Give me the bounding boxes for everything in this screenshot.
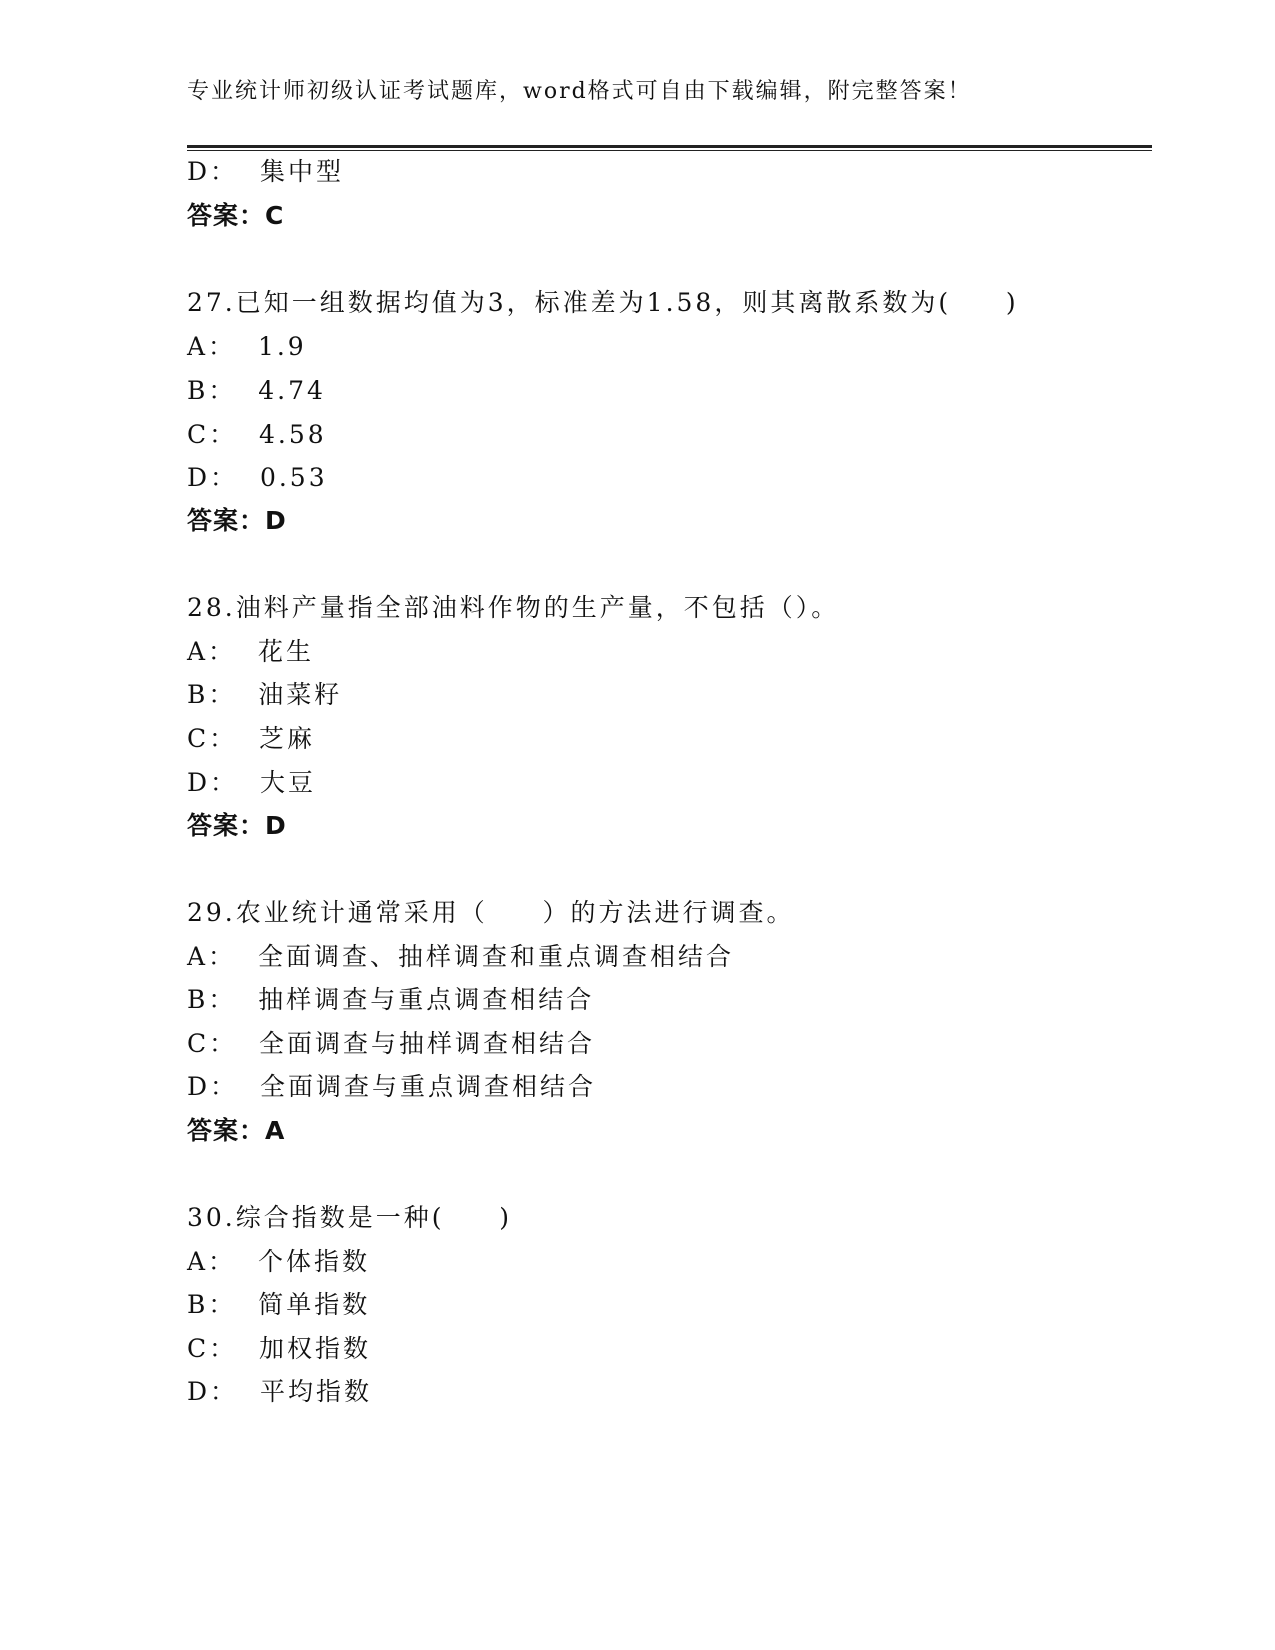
question-30-option-a: A： 个体指数 xyxy=(187,1247,370,1276)
question-30-stem: 30.综合指数是一种( ) xyxy=(187,1203,512,1232)
question-29-option-c: C： 全面调查与抽样调查相结合 xyxy=(187,1029,596,1058)
prev-question-option-d: D： 集中型 xyxy=(187,157,344,186)
question-27-option-b: B： 4.74 xyxy=(187,376,326,405)
question-30-option-c: C： 加权指数 xyxy=(187,1334,372,1363)
question-27-answer: 答案：D xyxy=(187,506,287,535)
question-28-option-a: A： 花生 xyxy=(187,637,314,666)
header-rule-thick xyxy=(187,145,1152,148)
question-30-option-d: D： 平均指数 xyxy=(187,1377,372,1406)
prev-question-answer: 答案：C xyxy=(187,201,285,230)
question-29-option-b: B： 抽样调查与重点调查相结合 xyxy=(187,985,595,1014)
question-28-option-d: D： 大豆 xyxy=(187,768,316,797)
question-27-option-a: A： 1.9 xyxy=(187,332,307,361)
question-27-stem: 27.已知一组数据均值为3，标准差为1.58，则其离散系数为( ) xyxy=(187,288,1019,317)
question-29-stem: 29.农业统计通常采用（ ）的方法进行调查。 xyxy=(187,898,795,927)
question-29-option-a: A： 全面调查、抽样调查和重点调查相结合 xyxy=(187,942,734,971)
question-29-option-d: D： 全面调查与重点调查相结合 xyxy=(187,1072,596,1101)
question-28-stem: 28.油料产量指全部油料作物的生产量，不包括（）。 xyxy=(187,593,840,622)
question-27-option-c: C： 4.58 xyxy=(187,420,327,449)
question-30-option-b: B： 简单指数 xyxy=(187,1290,371,1319)
page-header: 专业统计师初级认证考试题库，word格式可自由下载编辑，附完整答案！ xyxy=(187,79,972,104)
question-28-answer: 答案：D xyxy=(187,811,287,840)
question-28-option-c: C： 芝麻 xyxy=(187,724,316,753)
question-27-option-d: D： 0.53 xyxy=(187,463,328,492)
header-rule-thin xyxy=(187,150,1152,151)
question-29-answer: 答案：A xyxy=(187,1116,286,1145)
question-28-option-b: B： 油菜籽 xyxy=(187,680,343,709)
